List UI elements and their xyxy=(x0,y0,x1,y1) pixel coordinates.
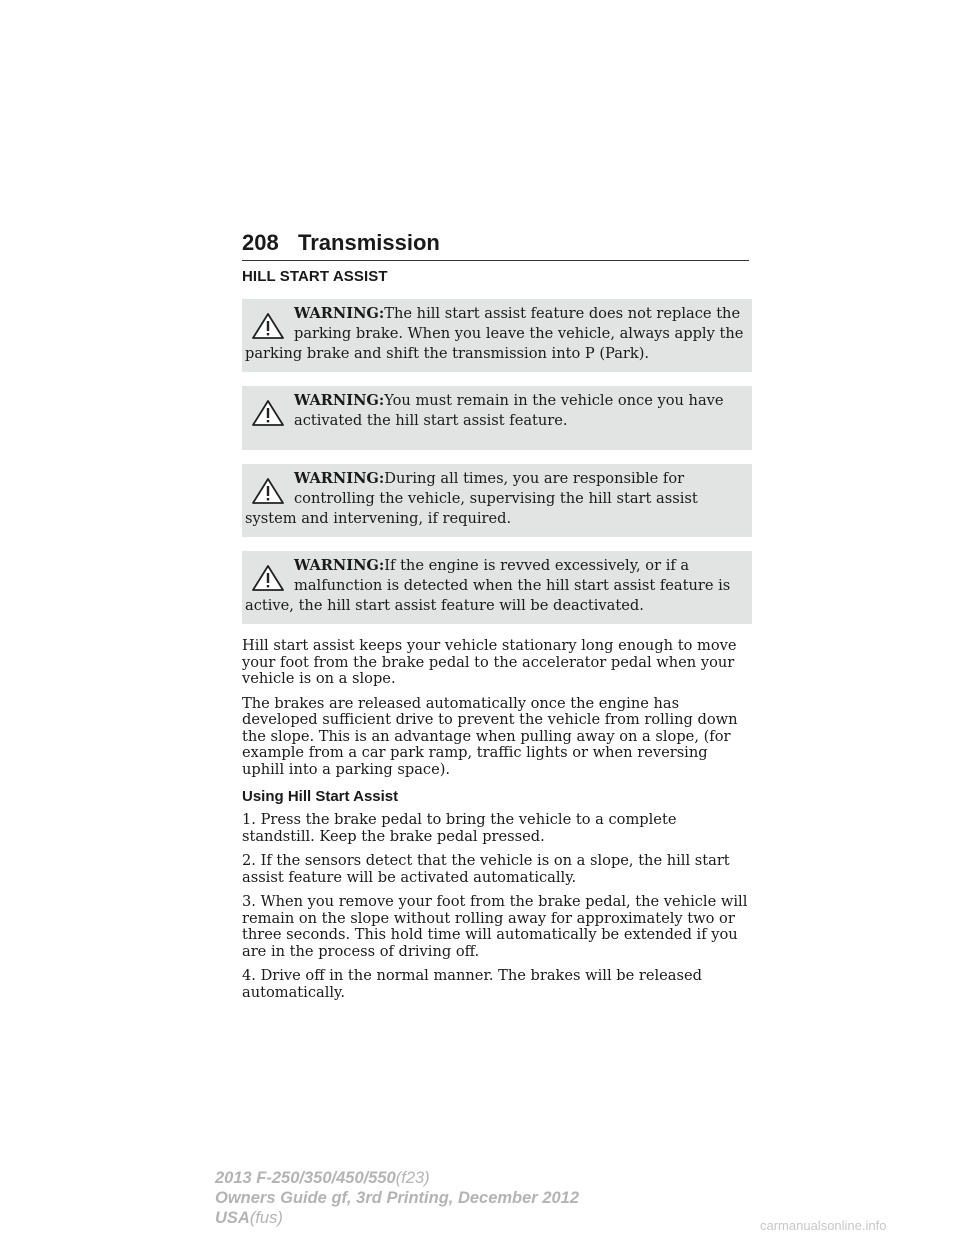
warning-text: During all times, you are responsible for controlling the vehicle, supervising the hill start assist system and intervening, if required. xyxy=(245,470,698,527)
body-paragraph-2: The brakes are released automatically once the engine has developed sufficient drive to prevent the vehicle from rolling down the slope. This is an advantage when pulling away on a slope, (for example from a car park ramp, traffic lights or when reversing uphill into a parking space). xyxy=(242,694,738,778)
warning-triangle-icon xyxy=(251,312,285,340)
footer-market-code: (fus) xyxy=(249,1209,283,1227)
warning-text: If the engine is revved excessively, or if a malfunction is detected when the hill start assist feature is active, the hill start assist feature will be deactivated. xyxy=(245,557,731,614)
warning-box-3 xyxy=(242,464,752,537)
warning-triangle-icon xyxy=(251,564,285,592)
warning-text: The hill start assist feature does not replace the parking brake. When you leave the vehicle, always apply the parking brake and shift the transmission into P (Park). xyxy=(245,305,744,362)
warning-text: You must remain in the vehicle once you have activated the hill start assist feature. xyxy=(294,392,724,429)
step-4: 4. Drive off in the normal manner. The brakes will be released automatically. xyxy=(242,967,702,1001)
warning-triangle-icon xyxy=(251,399,285,427)
subsection-title: Using Hill Start Assist xyxy=(242,788,399,805)
section-title: HILL START ASSIST xyxy=(242,268,388,285)
footer-market: USA xyxy=(215,1209,250,1227)
page-content xyxy=(242,268,752,1009)
footer-model-code: (f23) xyxy=(395,1169,430,1187)
warning-box-4 xyxy=(242,551,752,624)
footer-model: 2013 F-250/350/450/550 xyxy=(215,1169,396,1187)
body-paragraph-1: Hill start assist keeps your vehicle stationary long enough to move your foot from the brake pedal to the accelerator pedal when your vehicle is on a slope. xyxy=(242,637,737,687)
footer-line-3 xyxy=(215,1208,579,1228)
warning-label: WARNING: xyxy=(294,392,385,409)
warning-triangle-icon xyxy=(251,477,285,505)
warning-label: WARNING: xyxy=(294,557,385,574)
watermark: carmanualsonline.info xyxy=(760,1218,887,1233)
footer-line-2: Owners Guide gf, 3rd Printing, December 2012 xyxy=(215,1189,580,1207)
page-header xyxy=(242,228,749,261)
warning-label: WARNING: xyxy=(294,305,385,322)
chapter-title: Transmission xyxy=(298,230,440,255)
step-2: 2. If the sensors detect that the vehicle is on a slope, the hill start assist feature will be activated automatically. xyxy=(242,852,730,886)
warning-box-2 xyxy=(242,386,752,450)
step-3: 3. When you remove your foot from the brake pedal, the vehicle will remain on the slope without rolling away for approximately two or three seconds. This hold time will automatically be extended if you are in the process of driving off. xyxy=(242,893,748,960)
step-1: 1. Press the brake pedal to bring the vehicle to a complete standstill. Keep the brake pedal pressed. xyxy=(242,811,677,845)
warning-label: WARNING: xyxy=(294,470,385,487)
warning-box-1 xyxy=(242,299,752,372)
footer-line-1 xyxy=(215,1168,579,1188)
document-footer xyxy=(215,1168,579,1228)
page-number: 208 xyxy=(242,230,279,255)
